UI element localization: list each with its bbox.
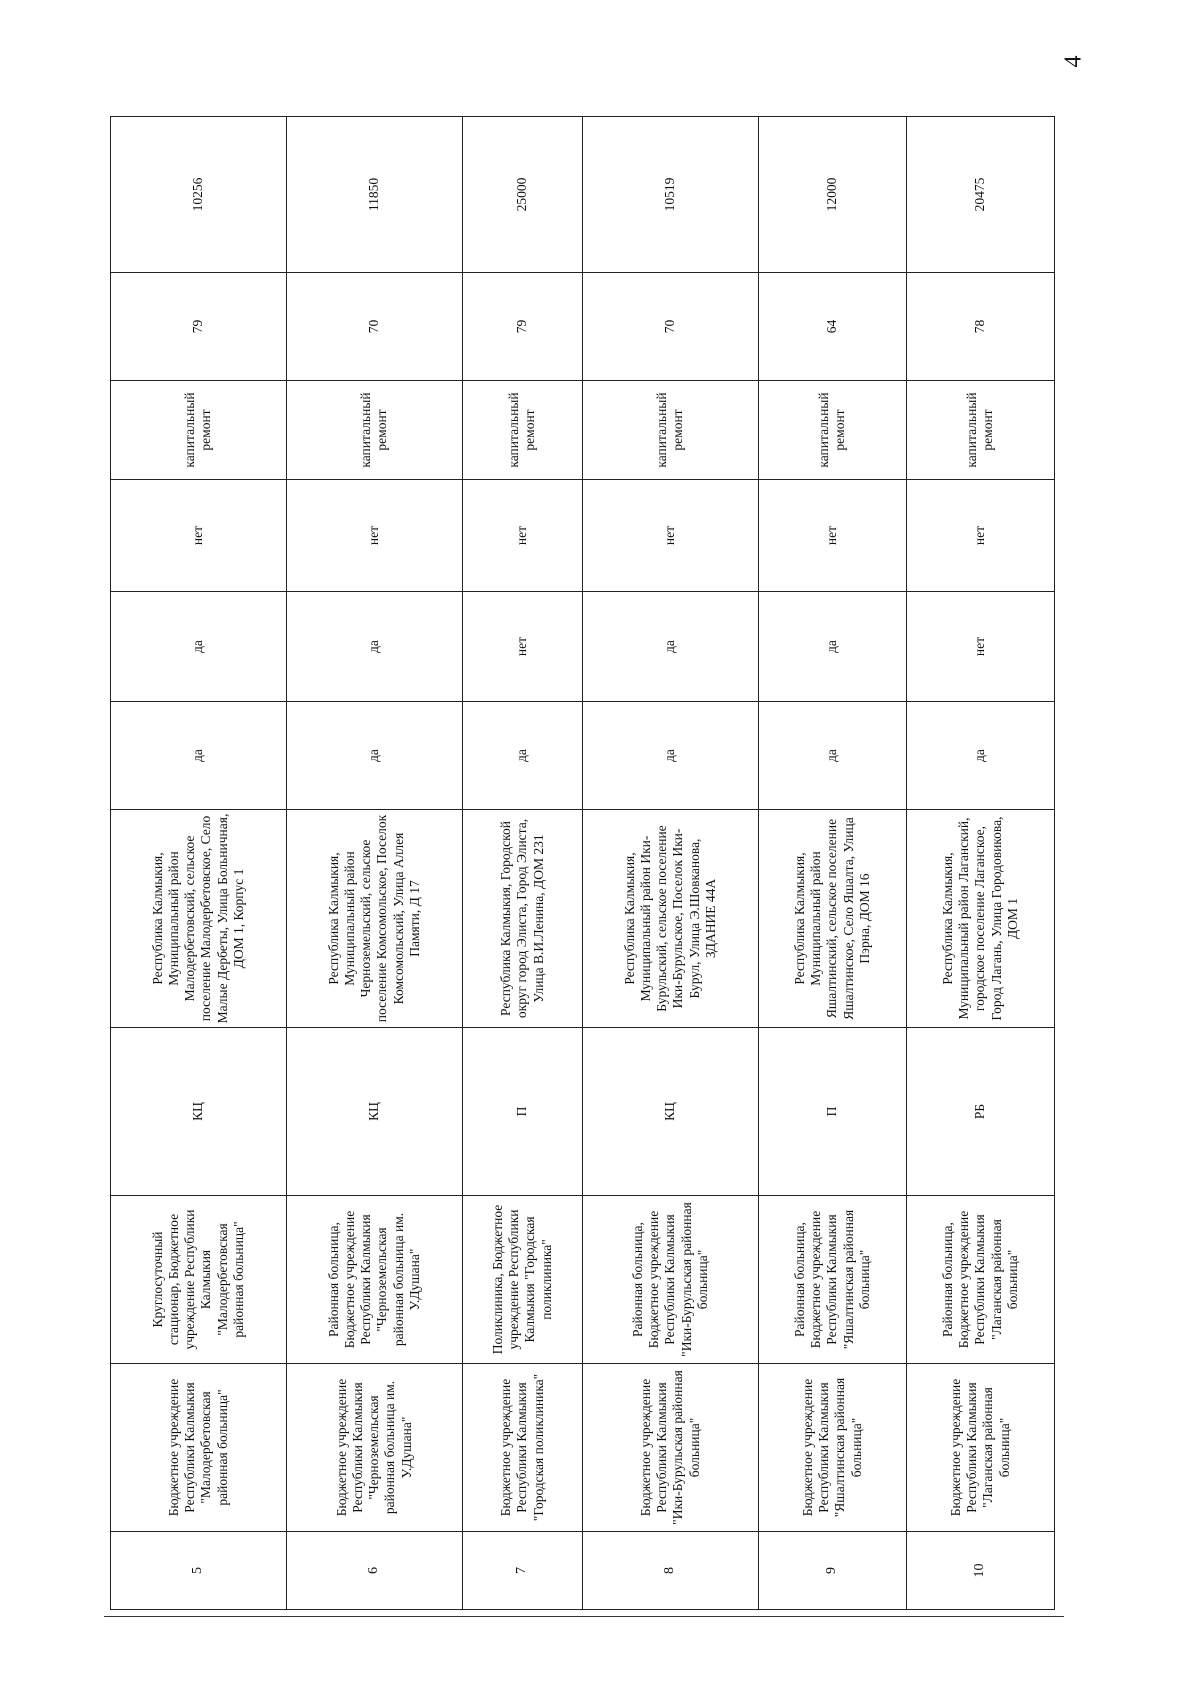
type-cell: П (462, 1028, 582, 1196)
table-row (286, 117, 462, 1610)
flag3-cell: нет (582, 480, 758, 592)
organization-cell: Бюджетное учреждение Республики Калмыкия "Городская поликлиника" (462, 1364, 582, 1532)
unit-cell: Круглосуточный стационар, Бюджетное учреждение Республики Калмыкия "Малодербетовская районная больница" (111, 1196, 287, 1364)
flag1-cell: да (582, 702, 758, 810)
address-cell: Республика Калмыкия, Муниципальный район Ики-Бурульский, сельское поселение Ики-Бурульское, Поселок Ики-Бурул, Улица Э.Шовканова, ЗДАНИЕ 44А (582, 810, 758, 1028)
row-number-cell: 9 (758, 1532, 906, 1610)
table-row (758, 117, 906, 1610)
flag2-cell: да (758, 592, 906, 702)
type-cell: П (758, 1028, 906, 1196)
work-type-cell: капитальный ремонт (111, 381, 287, 480)
work-type-cell: капитальный ремонт (758, 381, 906, 480)
table-row (111, 117, 287, 1610)
type-cell: КЦ (111, 1028, 287, 1196)
unit-cell: Районная больница, Бюджетное учреждение Республики Калмыкия "Яшалтинская районная больница" (758, 1196, 906, 1364)
wear-percent-cell: 78 (906, 273, 1054, 381)
type-cell: КЦ (286, 1028, 462, 1196)
value-cell: 20475 (906, 117, 1054, 273)
work-type-cell: капитальный ремонт (906, 381, 1054, 480)
flag1-cell: да (758, 702, 906, 810)
address-cell: Республика Калмыкия, Муниципальный район Яшалтинский, сельское поселение Яшалтинское, Село Яшалта, Улица Пэрна, ДОМ 16 (758, 810, 906, 1028)
flag1-cell: да (286, 702, 462, 810)
address-cell: Республика Калмыкия, Муниципальный район Лаганский, городское поселение Лаганское, Город Лагань, Улица Городовикова, ДОМ 1 (906, 810, 1054, 1028)
organization-cell: Бюджетное учреждение Республики Калмыкия "Ики-Бурульская районная больница" (582, 1364, 758, 1532)
unit-cell: Поликлиника, Бюджетное учреждение Республики Калмыкия "Городская поликлиника" (462, 1196, 582, 1364)
flag3-cell: нет (462, 480, 582, 592)
value-cell: 25000 (462, 117, 582, 273)
value-cell: 10256 (111, 117, 287, 273)
flag1-cell: да (906, 702, 1054, 810)
row-number-cell: 10 (906, 1532, 1054, 1610)
unit-cell: Районная больница, Бюджетное учреждение Республики Калмыкия "Черноземельская районная больница им. У.Душана" (286, 1196, 462, 1364)
flag1-cell: да (111, 702, 287, 810)
facilities-table (110, 116, 1055, 1610)
row-number-cell: 5 (111, 1532, 287, 1610)
organization-cell: Бюджетное учреждение Республики Калмыкия "Яшалтинская районная больница" (758, 1364, 906, 1532)
work-type-cell: капитальный ремонт (462, 381, 582, 480)
unit-cell: Районная больница, Бюджетное учреждение Республики Калмыкия "Ики-Бурульская районная больница" (582, 1196, 758, 1364)
flag1-cell: да (462, 702, 582, 810)
address-cell: Республика Калмыкия, Муниципальный район Черноземельский, сельское поселение Комсомольское, Поселок Комсомольский, Улица Аллея Памяти, Д 17 (286, 810, 462, 1028)
organization-cell: Бюджетное учреждение Республики Калмыкия "Черноземельская районная больница им. У.Душана" (286, 1364, 462, 1532)
table-row (906, 117, 1054, 1610)
wear-percent-cell: 70 (582, 273, 758, 381)
flag2-cell: нет (906, 592, 1054, 702)
table-row (582, 117, 758, 1610)
organization-cell: Бюджетное учреждение Республики Калмыкия "Малодербетовская районная больница" (111, 1364, 287, 1532)
bottom-rule (104, 1616, 1064, 1617)
flag3-cell: нет (906, 480, 1054, 592)
address-cell: Республика Калмыкия, Муниципальный район Малодербетовский, сельское поселение Малодербетовское, Село Малые Дербеты, Улица Больничная, ДОМ 1, Корпус 1 (111, 810, 287, 1028)
table-row (462, 117, 582, 1610)
wear-percent-cell: 70 (286, 273, 462, 381)
wear-percent-cell: 64 (758, 273, 906, 381)
address-cell: Республика Калмыкия, Городской округ город Элиста, Город Элиста, Улица В.И.Ленина, ДОМ 231 (462, 810, 582, 1028)
row-number-cell: 8 (582, 1532, 758, 1610)
flag2-cell: да (111, 592, 287, 702)
flag2-cell: да (582, 592, 758, 702)
row-number-cell: 7 (462, 1532, 582, 1610)
work-type-cell: капитальный ремонт (582, 381, 758, 480)
flag2-cell: да (286, 592, 462, 702)
flag3-cell: нет (286, 480, 462, 592)
value-cell: 11850 (286, 117, 462, 273)
value-cell: 12000 (758, 117, 906, 273)
organization-cell: Бюджетное учреждение Республики Калмыкия "Лаганская районная больница" (906, 1364, 1054, 1532)
wear-percent-cell: 79 (462, 273, 582, 381)
page-number: 4 (1060, 55, 1087, 68)
row-number-cell: 6 (286, 1532, 462, 1610)
type-cell: РБ (906, 1028, 1054, 1196)
type-cell: КЦ (582, 1028, 758, 1196)
unit-cell: Районная больница, Бюджетное учреждение Республики Калмыкия "Лаганская районная больница" (906, 1196, 1054, 1364)
value-cell: 10519 (582, 117, 758, 273)
flag3-cell: нет (758, 480, 906, 592)
work-type-cell: капитальный ремонт (286, 381, 462, 480)
flag3-cell: нет (111, 480, 287, 592)
rotated-table-container (110, 117, 1055, 1610)
flag2-cell: нет (462, 592, 582, 702)
wear-percent-cell: 79 (111, 273, 287, 381)
